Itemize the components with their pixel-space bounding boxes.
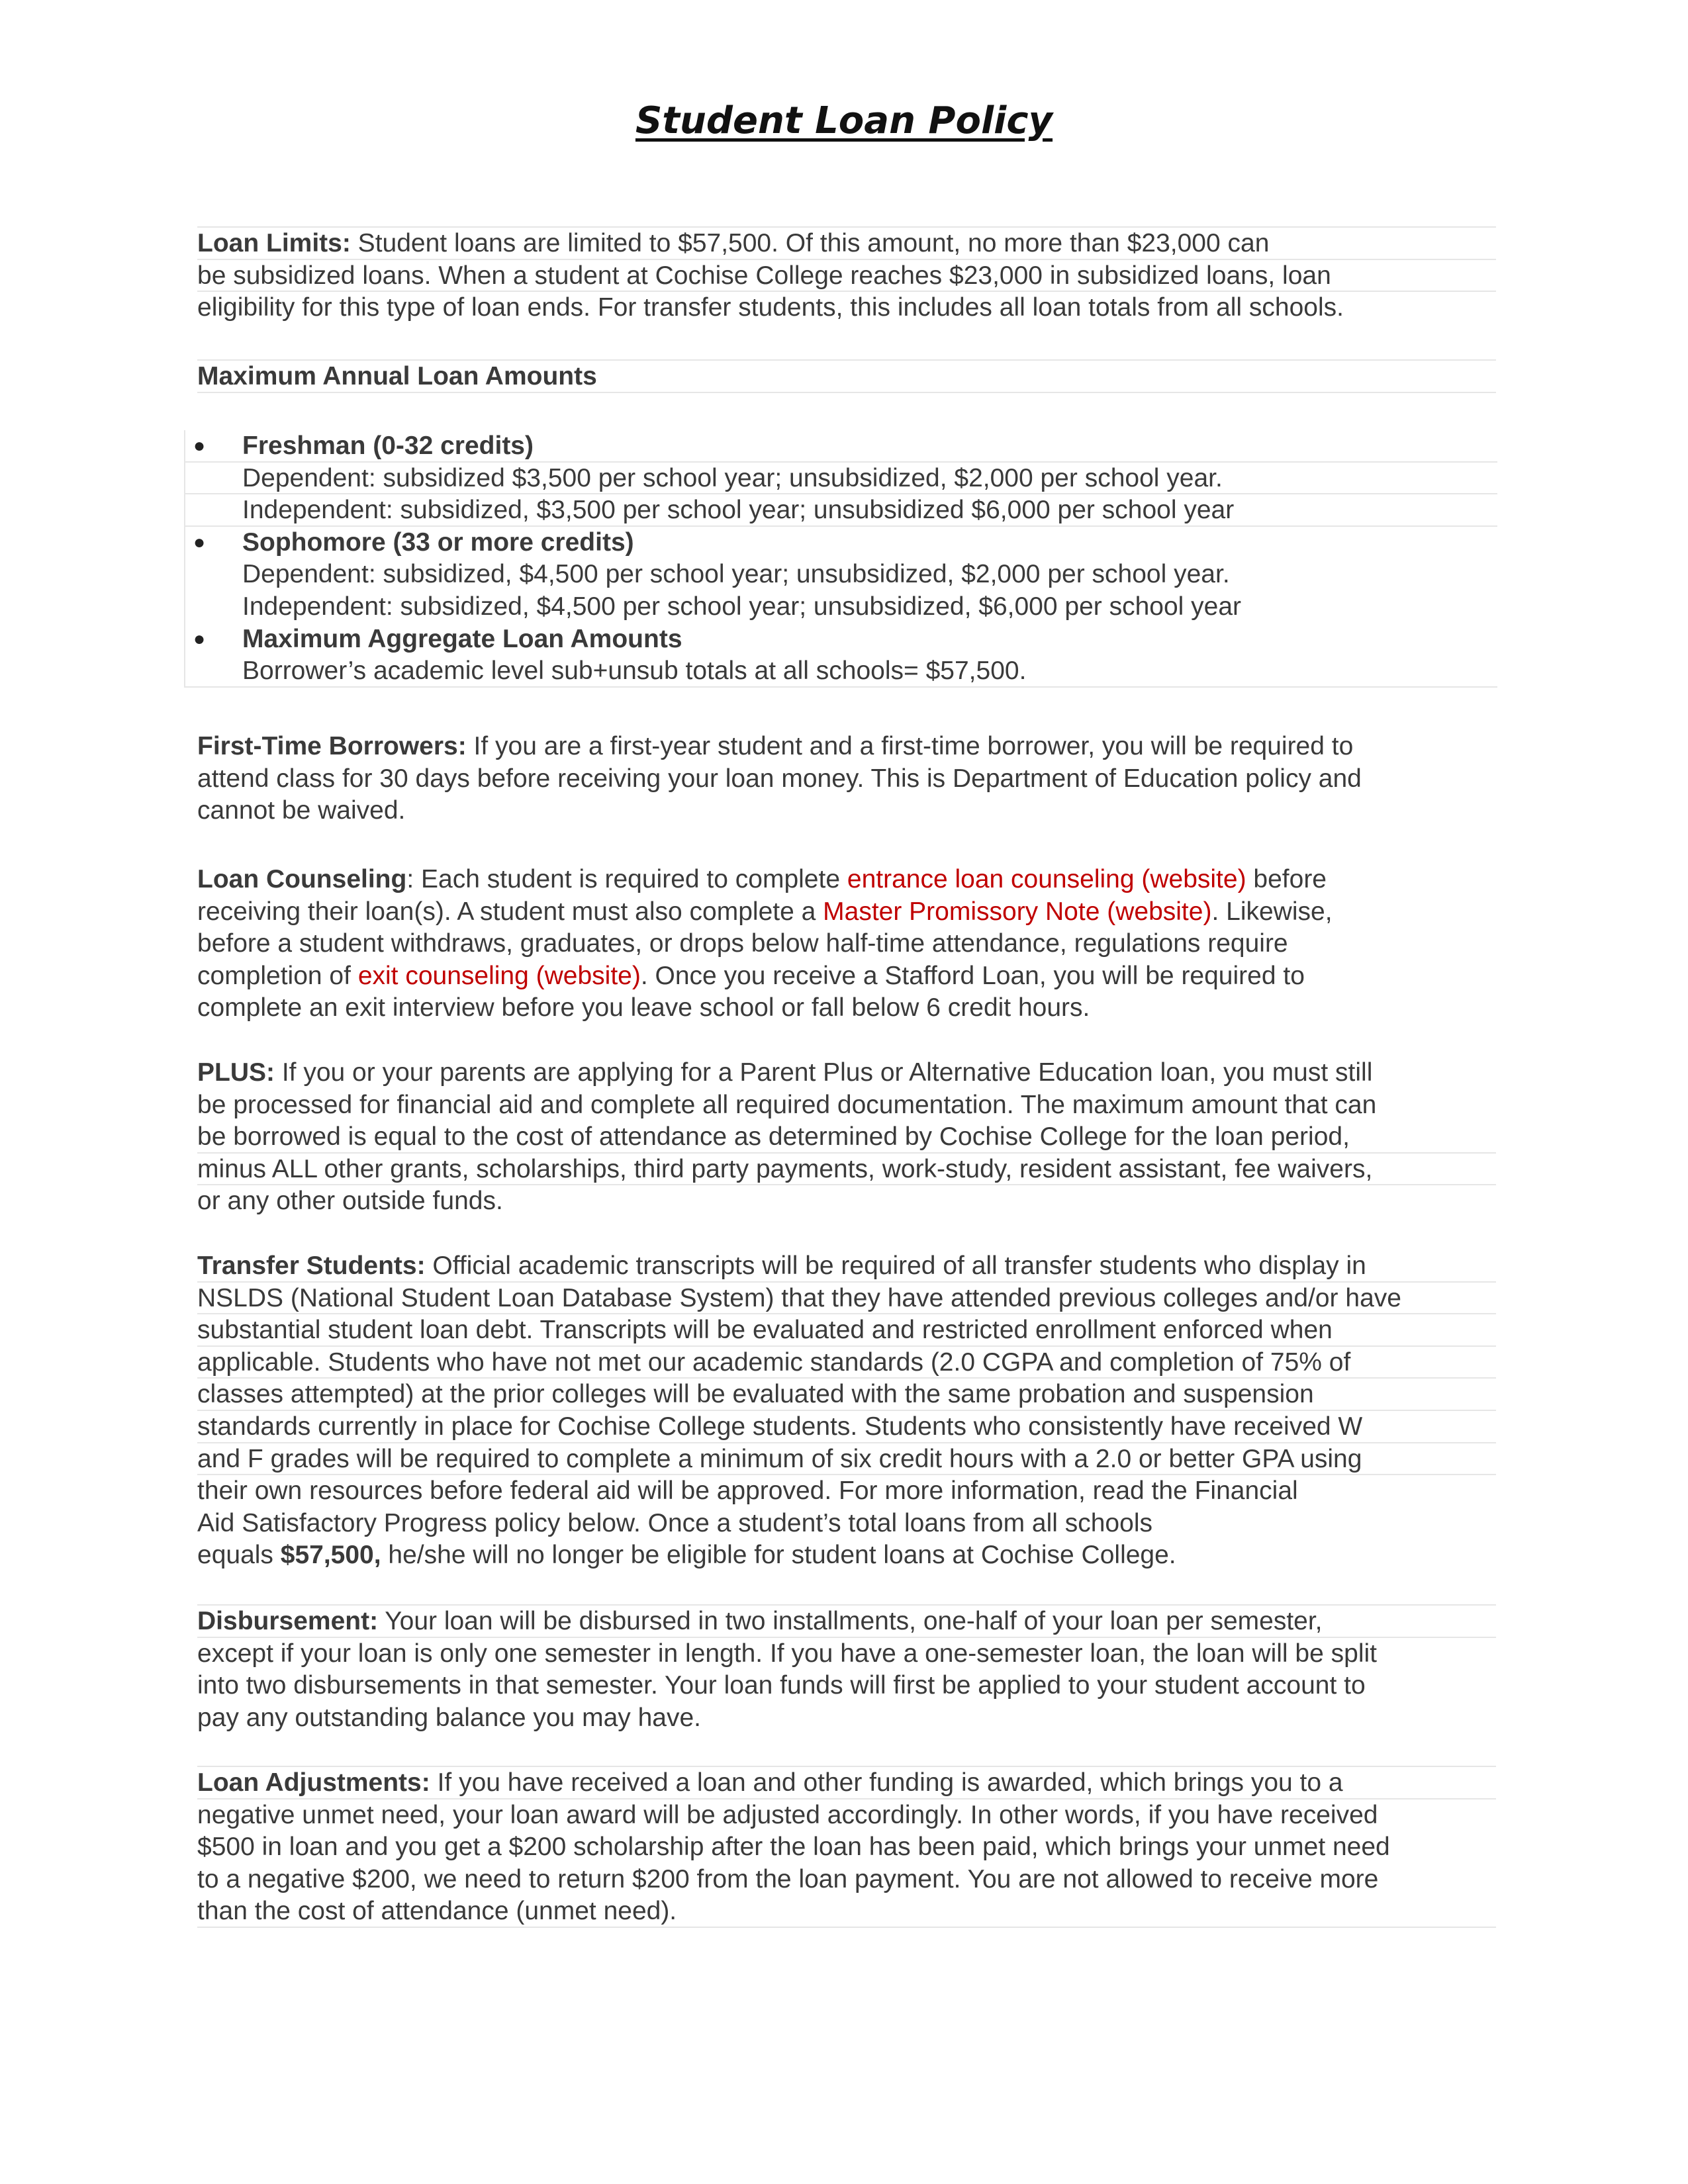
text-line: Disbursement: Your loan will be disbursed in two installments, one-half of your loan per semester,	[197, 1606, 1496, 1638]
text-line: standards currently in place for Cochise College students. Students who consistently have received W	[197, 1411, 1496, 1443]
text-line: into two disbursements in that semester. Your loan funds will first be applied to your student account to	[197, 1671, 1366, 1700]
text-line: Independent: subsidized, $4,500 per school year; unsubsidized, $6,000 per school year	[242, 592, 1242, 621]
text-line: Independent: subsidized, $3,500 per school year; unsubsidized $6,000 per school year	[185, 494, 1497, 527]
list-item-title: ● Maximum Aggregate Loan Amounts	[185, 623, 1497, 656]
text-line: negative unmet need, your loan award will be adjusted accordingly. In other words, if you have received	[197, 1800, 1378, 1829]
bullet-icon: ●	[193, 435, 206, 457]
bullet-icon: ●	[193, 531, 206, 553]
text-line: complete an exit interview before you leave school or fall below 6 credit hours.	[197, 993, 1090, 1023]
disbursement-section	[197, 1604, 1496, 1734]
text-line: First-Time Borrowers: If you are a first-year student and a first-time borrower, you will be required to	[197, 732, 1354, 760]
text-line: be subsidized loans. When a student at Cochise College reaches $23,000 in subsidized loans, loan	[197, 260, 1496, 293]
text-line: be processed for financial aid and complete all required documentation. The maximum amount that can	[197, 1090, 1377, 1119]
text-line: eligibility for this type of loan ends. For transfer students, this includes all loan totals from all schools.	[197, 293, 1344, 322]
text-line: PLUS: If you or your parents are applying for a Parent Plus or Alternative Education loan, you must still	[197, 1058, 1373, 1087]
list-item-title: ● Freshman (0-32 credits)	[185, 430, 1497, 463]
max-annual-section	[197, 359, 1496, 393]
text-line: attend class for 30 days before receiving your loan money. This is Department of Education policy and	[197, 764, 1362, 793]
transfer-students-section	[197, 1250, 1496, 1572]
text-line: Loan Counseling: Each student is required to complete entrance loan counseling (website) before	[197, 865, 1327, 893]
section-label: Loan Adjustments:	[197, 1768, 430, 1797]
text-line: classes attempted) at the prior colleges will be evaluated with the same probation and suspension	[197, 1379, 1496, 1411]
exit-counseling-link[interactable]: exit counseling (website)	[357, 961, 641, 990]
text-line: cannot be waived.	[197, 796, 406, 825]
entrance-counseling-link[interactable]: entrance loan counseling (website)	[847, 865, 1246, 893]
text-line: applicable. Students who have not met our academic standards (2.0 CGPA and completion of 75% of	[197, 1347, 1496, 1379]
text-line: substantial student loan debt. Transcripts will be evaluated and restricted enrollment enforced when	[197, 1314, 1496, 1347]
text-line: Dependent: subsidized $3,500 per school year; unsubsidized, $2,000 per school year.	[185, 463, 1497, 495]
text-line: completion of exit counseling (website). Once you receive a Stafford Loan, you will be required to	[197, 961, 1305, 990]
text-line: Loan Adjustments: If you have received a loan and other funding is awarded, which brings you to a	[197, 1767, 1496, 1799]
text-line: except if your loan is only one semester in length. If you have a one-semester loan, the loan will be split	[197, 1639, 1377, 1668]
section-label: PLUS:	[197, 1058, 275, 1087]
text-line: equals $57,500, he/she will no longer be eligible for student loans at Cochise College.	[197, 1541, 1176, 1570]
list-item	[185, 430, 1497, 527]
section-heading: Maximum Annual Loan Amounts	[197, 361, 1496, 393]
list-item	[185, 623, 1497, 688]
text-line: to a negative $200, we need to return $200 from the loan payment. You are not allowed to receive more	[197, 1864, 1379, 1893]
first-time-borrowers-section	[197, 731, 1496, 827]
text-line: receiving their loan(s). A student must also complete a Master Promissory Note (website). Likewise,	[197, 897, 1333, 926]
section-label: Transfer Students:	[197, 1251, 426, 1280]
text-line: or any other outside funds.	[197, 1187, 503, 1216]
text-line: Borrower’s academic level sub+unsub totals at all schools= $57,500.	[185, 655, 1497, 688]
text-line: before a student withdraws, graduates, or drops below half-time attendance, regulations require	[197, 929, 1288, 958]
text-line: Transfer Students: Official academic transcripts will be required of all transfer students who display in	[197, 1250, 1496, 1283]
text-line: their own resources before federal aid will be approved. For more information, read the Financial	[197, 1477, 1298, 1506]
text-line: and F grades will be required to complete a minimum of six credit hours with a 2.0 or better GPA using	[197, 1443, 1496, 1476]
page-title: Student Loan Policy	[635, 99, 1053, 142]
list-item-title: ● Sophomore (33 or more credits)	[185, 527, 1497, 559]
text-line: NSLDS (National Student Loan Database System) that they have attended previous colleges and/or have	[197, 1283, 1496, 1315]
list-item	[185, 527, 1497, 623]
loan-adjustments-section	[197, 1766, 1496, 1928]
text-line: Dependent: subsidized, $4,500 per school year; unsubsidized, $2,000 per school year.	[242, 560, 1230, 589]
loan-counseling-section	[197, 864, 1496, 1024]
section-label: Loan Counseling	[197, 865, 407, 893]
text-line: $500 in loan and you get a $200 scholarship after the loan has been paid, which brings your unmet need	[197, 1833, 1390, 1862]
plus-section	[197, 1057, 1496, 1218]
text-line: than the cost of attendance (unmet need).	[197, 1895, 1496, 1928]
text-line: Loan Limits: Student loans are limited to $57,500. Of this amount, no more than $23,000 can	[197, 228, 1496, 260]
text-line: pay any outstanding balance you may have.	[197, 1703, 702, 1732]
loan-amounts-list	[184, 430, 1497, 688]
section-label: Disbursement:	[197, 1607, 379, 1635]
text-line: minus ALL other grants, scholarships, third party payments, work-study, resident assistant, fee waivers,	[197, 1154, 1496, 1186]
text-line: Aid Satisfactory Progress policy below. Once a student’s total loans from all schools	[197, 1508, 1152, 1537]
master-promissory-note-link[interactable]: Master Promissory Note (website)	[823, 897, 1212, 926]
text-line: be borrowed is equal to the cost of attendance as determined by Cochise College for the loan period,	[197, 1121, 1496, 1154]
section-label: Loan Limits:	[197, 229, 351, 257]
bullet-icon: ●	[193, 627, 206, 650]
loan-limits-section	[197, 226, 1496, 324]
section-label: First-Time Borrowers:	[197, 732, 467, 760]
